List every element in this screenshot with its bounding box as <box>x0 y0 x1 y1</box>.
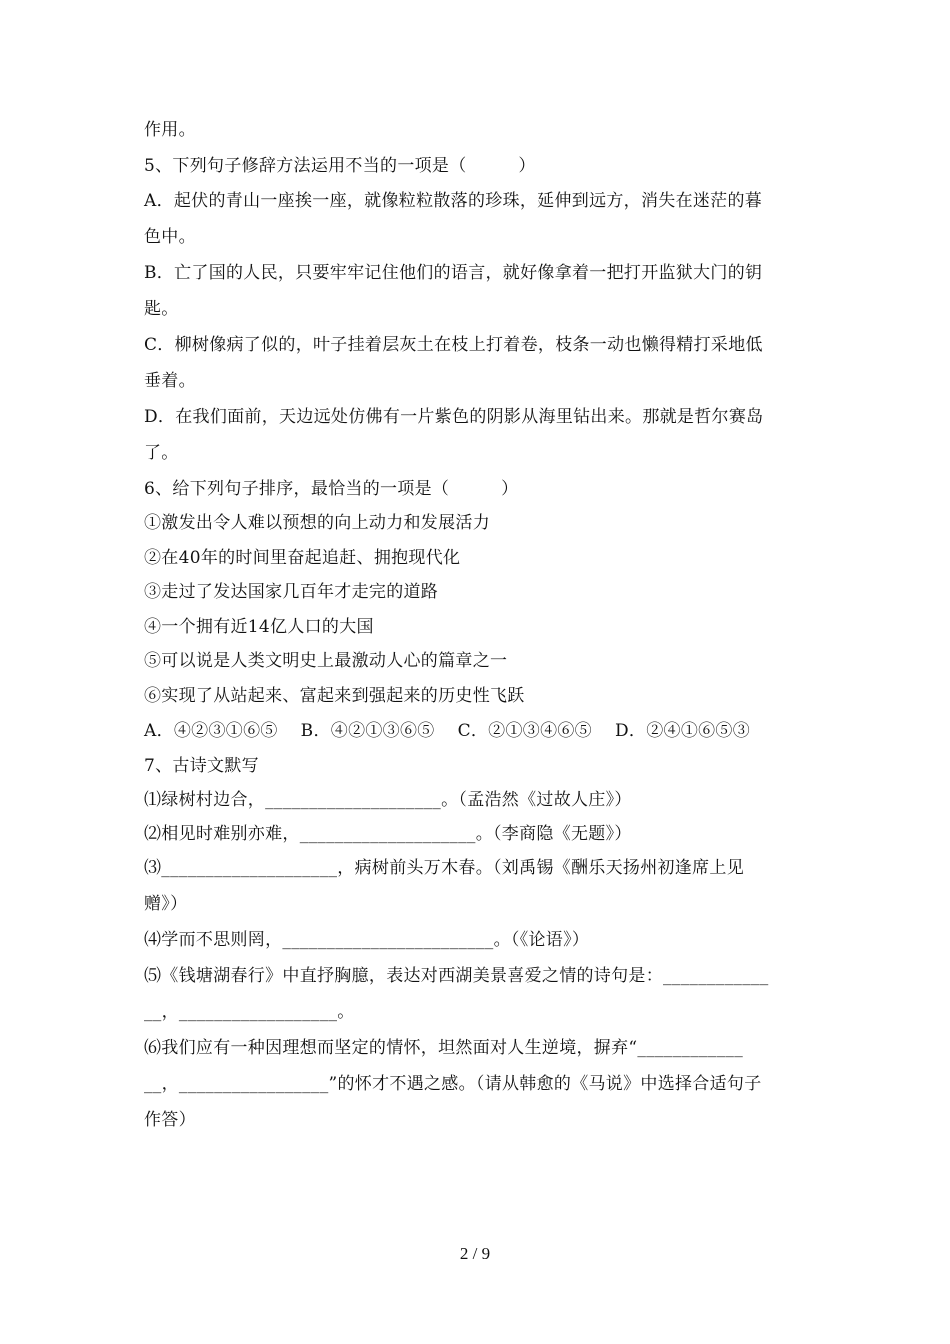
question-6-options: A．④②③①⑥⑤ B．④②①③⑥⑤ C．②①③④⑥⑤ D．②④①⑥⑤③ <box>144 721 751 741</box>
recitation-item-6-end: 作答） <box>144 1110 196 1130</box>
recitation-item-6-continued: __，_________________”的怀才不遇之感。（请从韩愈的《马说》中选择合适句子 <box>144 1074 762 1094</box>
sentence-3: ③走过了发达国家几百年才走完的道路 <box>144 582 439 602</box>
question-5-stem: 5、下列句子修辞方法运用不当的一项是（ ） <box>144 156 536 176</box>
recitation-item-4: ⑷学而不思则罔，________________________。（《论语》） <box>144 930 590 950</box>
option-c-continued: 垂着。 <box>144 371 196 391</box>
option-d-continued: 了。 <box>144 443 179 463</box>
question-7-stem: 7、古诗文默写 <box>144 756 259 776</box>
option-b-line: B．亡了国的人民，只要牢牢记住他们的语言，就好像拿着一把打开监狱大门的钥 <box>144 263 763 283</box>
recitation-item-5: ⑸《钱塘湖春行》中直抒胸臆，表达对西湖美景喜爱之情的诗句是：____________ <box>144 966 769 986</box>
option-d-line: D．在我们面前，天边远处仿佛有一片紫色的阴影从海里钻出来。那就是哲尔赛岛 <box>144 407 764 427</box>
sentence-5: ⑤可以说是人类文明史上最激动人心的篇章之一 <box>144 651 508 671</box>
option-a-line: A．起伏的青山一座挨一座，就像粒粒散落的珍珠，延伸到远方，消失在迷茫的暮 <box>144 191 763 211</box>
recitation-item-5-continued: __，__________________。 <box>144 1002 355 1022</box>
recitation-item-3-continued: 赠》） <box>144 894 188 914</box>
sentence-2: ②在40年的时间里奋起追赶、拥抱现代化 <box>144 548 461 568</box>
recitation-item-2: ⑵相见时难别亦难，____________________。（李商隐《无题》） <box>144 824 632 844</box>
option-c-line: C．柳树像病了似的，叶子挂着层灰土在枝上打着卷，枝条一动也懒得精打采地低 <box>144 335 763 355</box>
recitation-item-1: ⑴绿树村边合，____________________。（孟浩然《过故人庄》） <box>144 790 632 810</box>
recitation-item-3: ⑶____________________，病树前头万木春。（刘禹锡《酬乐天扬州初逢席上见 <box>144 858 744 878</box>
text-line: 作用。 <box>144 120 196 140</box>
sentence-1: ①激发出令人难以预想的向上动力和发展活力 <box>144 513 490 533</box>
recitation-item-6: ⑹我们应有一种因理想而坚定的情怀，坦然面对人生逆境，摒弃“____________ <box>144 1038 743 1058</box>
sentence-6: ⑥实现了从站起来、富起来到强起来的历史性飞跃 <box>144 686 525 706</box>
page-number: 2 / 9 <box>459 1244 491 1263</box>
option-a-continued: 色中。 <box>144 227 196 247</box>
question-6-stem: 6、给下列句子排序，最恰当的一项是（ ） <box>144 479 519 499</box>
sentence-4: ④一个拥有近14亿人口的大国 <box>144 617 374 637</box>
option-b-continued: 匙。 <box>144 299 179 319</box>
